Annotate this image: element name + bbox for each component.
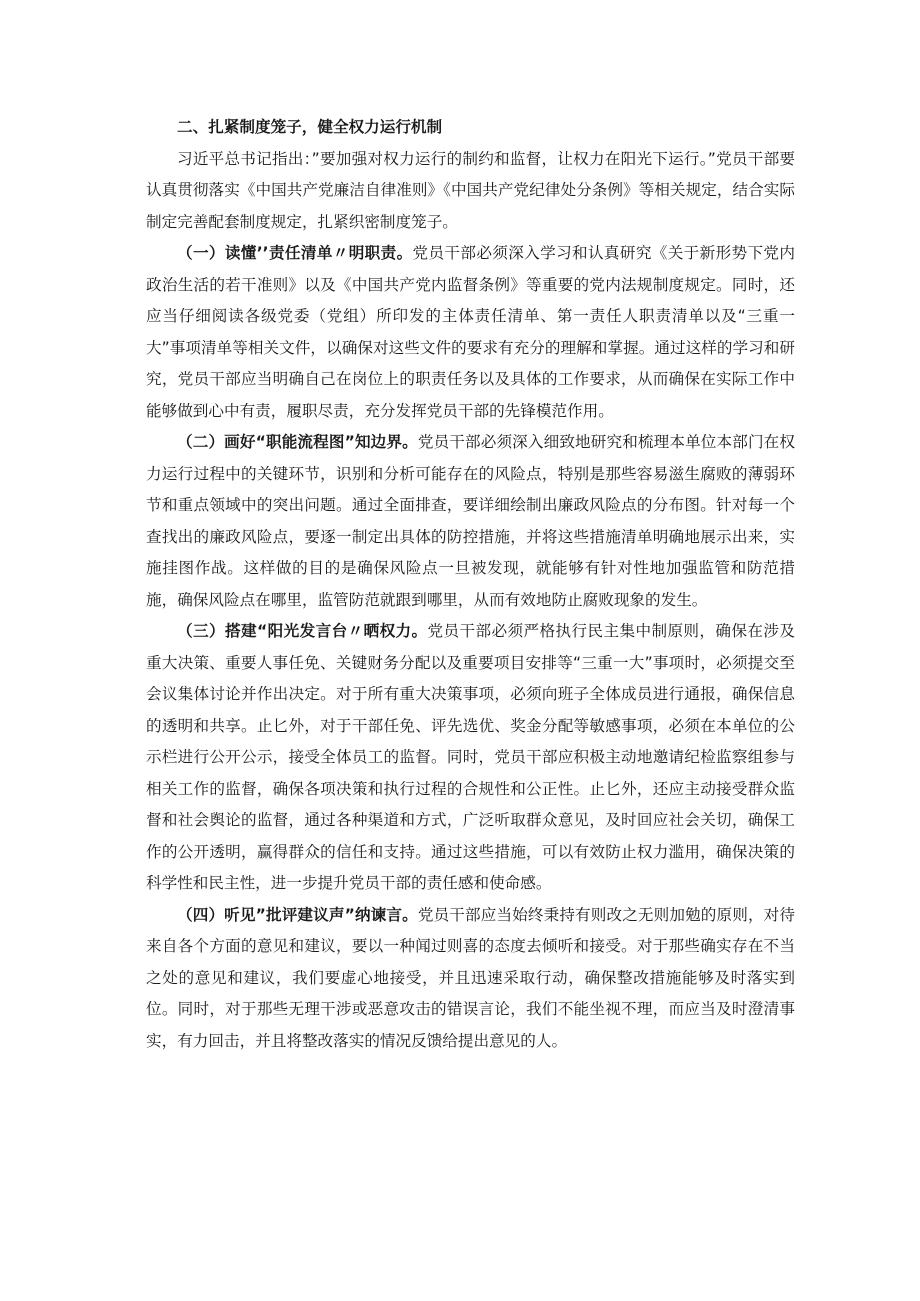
item-lead-3: （三）搭建“阳光发言台〃晒权力。 [177,622,428,640]
item-body-4: 党员干部应当始终秉持有则改之无则加勉的原则，对待来自各个方面的意见和建议，要以一种闻过则喜的态度去倾听和接受。对于那些确实存在不当之处的意见和建议，我们要虚心地接受，并且迅速采取行动，确保整改措施能够及时落实到位。同时，对于那些无理干涉或恶意攻击的错误言论，我们不能坐视不理，而应当及时澄清事实，有力回击，并且将整改落实的情况反馈给提出意见的人。 [146,905,795,1050]
item-paragraph-3 [146,616,795,900]
item-lead-1: （一）读懂’’责任清单〃明职责。 [177,244,413,262]
item-body-3: 党员干部必须严格执行民主集中制原则，确保在涉及重大决策、重要人事任免、关键财务分配以及重要项目安排等“三重一大”事项时，必须提交至会议集体讨论并作出决定。对于所有重大决策事项，必须向班子全体成员进行通报，确保信息的透明和共享。止匕外，对于干部任免、评先选优、奖金分配等敏感事项，必须在本单位的公示栏进行公开公示，接受全体员工的监督。同时，党员干部应积极主动地邀请纪检监察组参与相关工作的监督，确保各项决策和执行过程的合规性和公正性。止匕外，还应主动接受群众监督和社会舆论的监督，通过各种渠道和方式，广泛听取群众意见，及时回应社会关切，确保工作的公开透明，赢得群众的信任和支持。通过这些措施，可以有效防止权力滥用，确保决策的科学性和民主性，进一步提升党员干部的责任感和使命感。 [146,622,795,892]
item-body-2: 党员干部必须深入细致地研究和梳理本单位本部门在权力运行过程中的关键环节，识别和分析可能存在的风险点，特别是那些容易滋生腐败的薄弱环节和重点领域中的突出问题。通过全面排查，要详细绘制出廉政风险点的分布图。针对每一个查找出的廉政风险点，要逐一制定出具体的防控措施，并将这些措施清单明确地展示出来，实施挂图作战。这样做的目的是确保风险点一旦被发现，就能够有针对性地加强监管和防范措施，确保风险点在哪里，监管防范就跟到哪里，从而有效地防止腐败现象的发生。 [146,433,795,609]
item-paragraph-2 [146,427,795,616]
section-heading: 二、扎紧制度笼子，健全权力运行机制 [177,118,443,136]
item-body-1: 党员干部必须深入学习和认真研究《关于新形势下党内政治生活的若干准则》以及《中国共产党内监督条例》等重要的党内法规制度规定。同时，还应当仔细阅读各级党委（党组）所印发的主体责任清单、第一责任人职责清单以及“三重一大”事项清单等相关文件，以确保对这些文件的要求有充分的理解和掌握。通过这样的学习和研究，党员干部应当明确自己在岗位上的职责任务以及具体的工作要求，从而确保在实际工作中能够做到心中有责，履职尽责，充分发挥党员干部的先锋模范作用。 [146,244,795,420]
item-paragraph-1 [146,238,795,427]
item-lead-4: （四）听见”批评建议声”纳谏言。 [177,905,418,924]
item-lead-2: （二）画好“职能流程图”知边界。 [177,433,418,451]
section-intro: 习近平总书记指出：”要加强对权力运行的制约和监督，让权力在阳光下运行。”党员干部要认真贯彻落实《中国共产党廉洁自律准则》《中国共产党纪律处分条例》等相关规定，结合实际制定完善配套制度规定，扎紧织密制度笼子。 [146,149,795,231]
item-paragraph-4 [146,900,795,1058]
document-page [146,112,795,1057]
